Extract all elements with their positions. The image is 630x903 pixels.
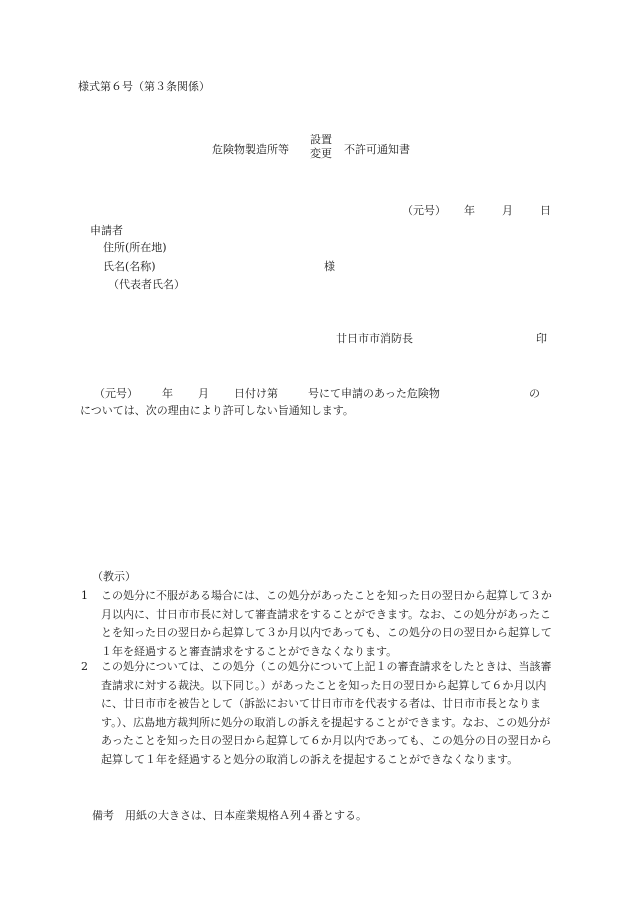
- title-option-change: 変更: [310, 147, 332, 160]
- note: 備考 用紙の大きさは、日本産業規格Ａ列４番とする。: [92, 809, 367, 822]
- form-label: 様式第６号（第３条関係）: [78, 80, 210, 93]
- date-month: 月: [502, 204, 513, 217]
- date-line: [402, 204, 551, 218]
- reference-line: [94, 387, 540, 401]
- title-facility: 危険物製造所等: [212, 143, 289, 156]
- date-year: 年: [464, 204, 475, 217]
- applicant-heading: 申請者: [90, 224, 123, 237]
- honorific: 様: [324, 260, 335, 273]
- ref-dated: 日付け第: [234, 387, 278, 400]
- ref-no: の: [529, 387, 540, 400]
- representative-label: （代表者氏名）: [108, 278, 185, 291]
- issuer-title: 廿日市市消防長: [336, 332, 413, 345]
- item-number: 2: [81, 660, 88, 673]
- ref-month: 月: [198, 387, 209, 400]
- title-option-install: 設置: [310, 133, 332, 146]
- date-day: 日: [540, 204, 551, 217]
- ref-year: 年: [162, 387, 173, 400]
- address-label: 住所(所在地): [103, 241, 167, 254]
- date-era: （元号）: [402, 204, 446, 217]
- title-option-stack: [307, 133, 335, 161]
- name-label: 氏名(名称): [103, 260, 156, 273]
- instruction-heading: （教示）: [92, 570, 136, 583]
- seal-mark: 印: [536, 332, 547, 345]
- title-notice: 不許可通知書: [344, 143, 410, 156]
- item-number: 1: [81, 589, 88, 602]
- reference-line-2: については、次の理由により許可しない旨通知します。: [80, 404, 354, 417]
- item-text: この処分については、この処分（この処分について上記１の審査請求をしたときは、当該審査請求に対する裁決。以下同じ。）があったことを知った日の翌日から起算して６か月以内に、廿日市市を被告として（訴訟において廿日市市を代表する者は、廿日市市長となります。）、広島地方裁判所に処分の取消しの訴えを提起することができます。なお、この処分があったことを知った日の翌日から起算して６か月以内であっても、この処分の日の翌日から起算して１年を経過すると処分の取消しの訴えを提起することができなくなります。: [101, 660, 552, 766]
- ref-number-text: 号にて申請のあった危険物: [308, 387, 440, 400]
- ref-era: （元号）: [94, 387, 138, 400]
- item-text: この処分に不服がある場合には、この処分があったことを知った日の翌日から起算して３か月以内に、廿日市市長に対して審査請求をすることができます。なお、この処分があったことを知った日の翌日から起算して３か月以内であっても、この処分の日の翌日から起算して１年を経過すると審査請求をすることができなくなります。: [101, 589, 552, 658]
